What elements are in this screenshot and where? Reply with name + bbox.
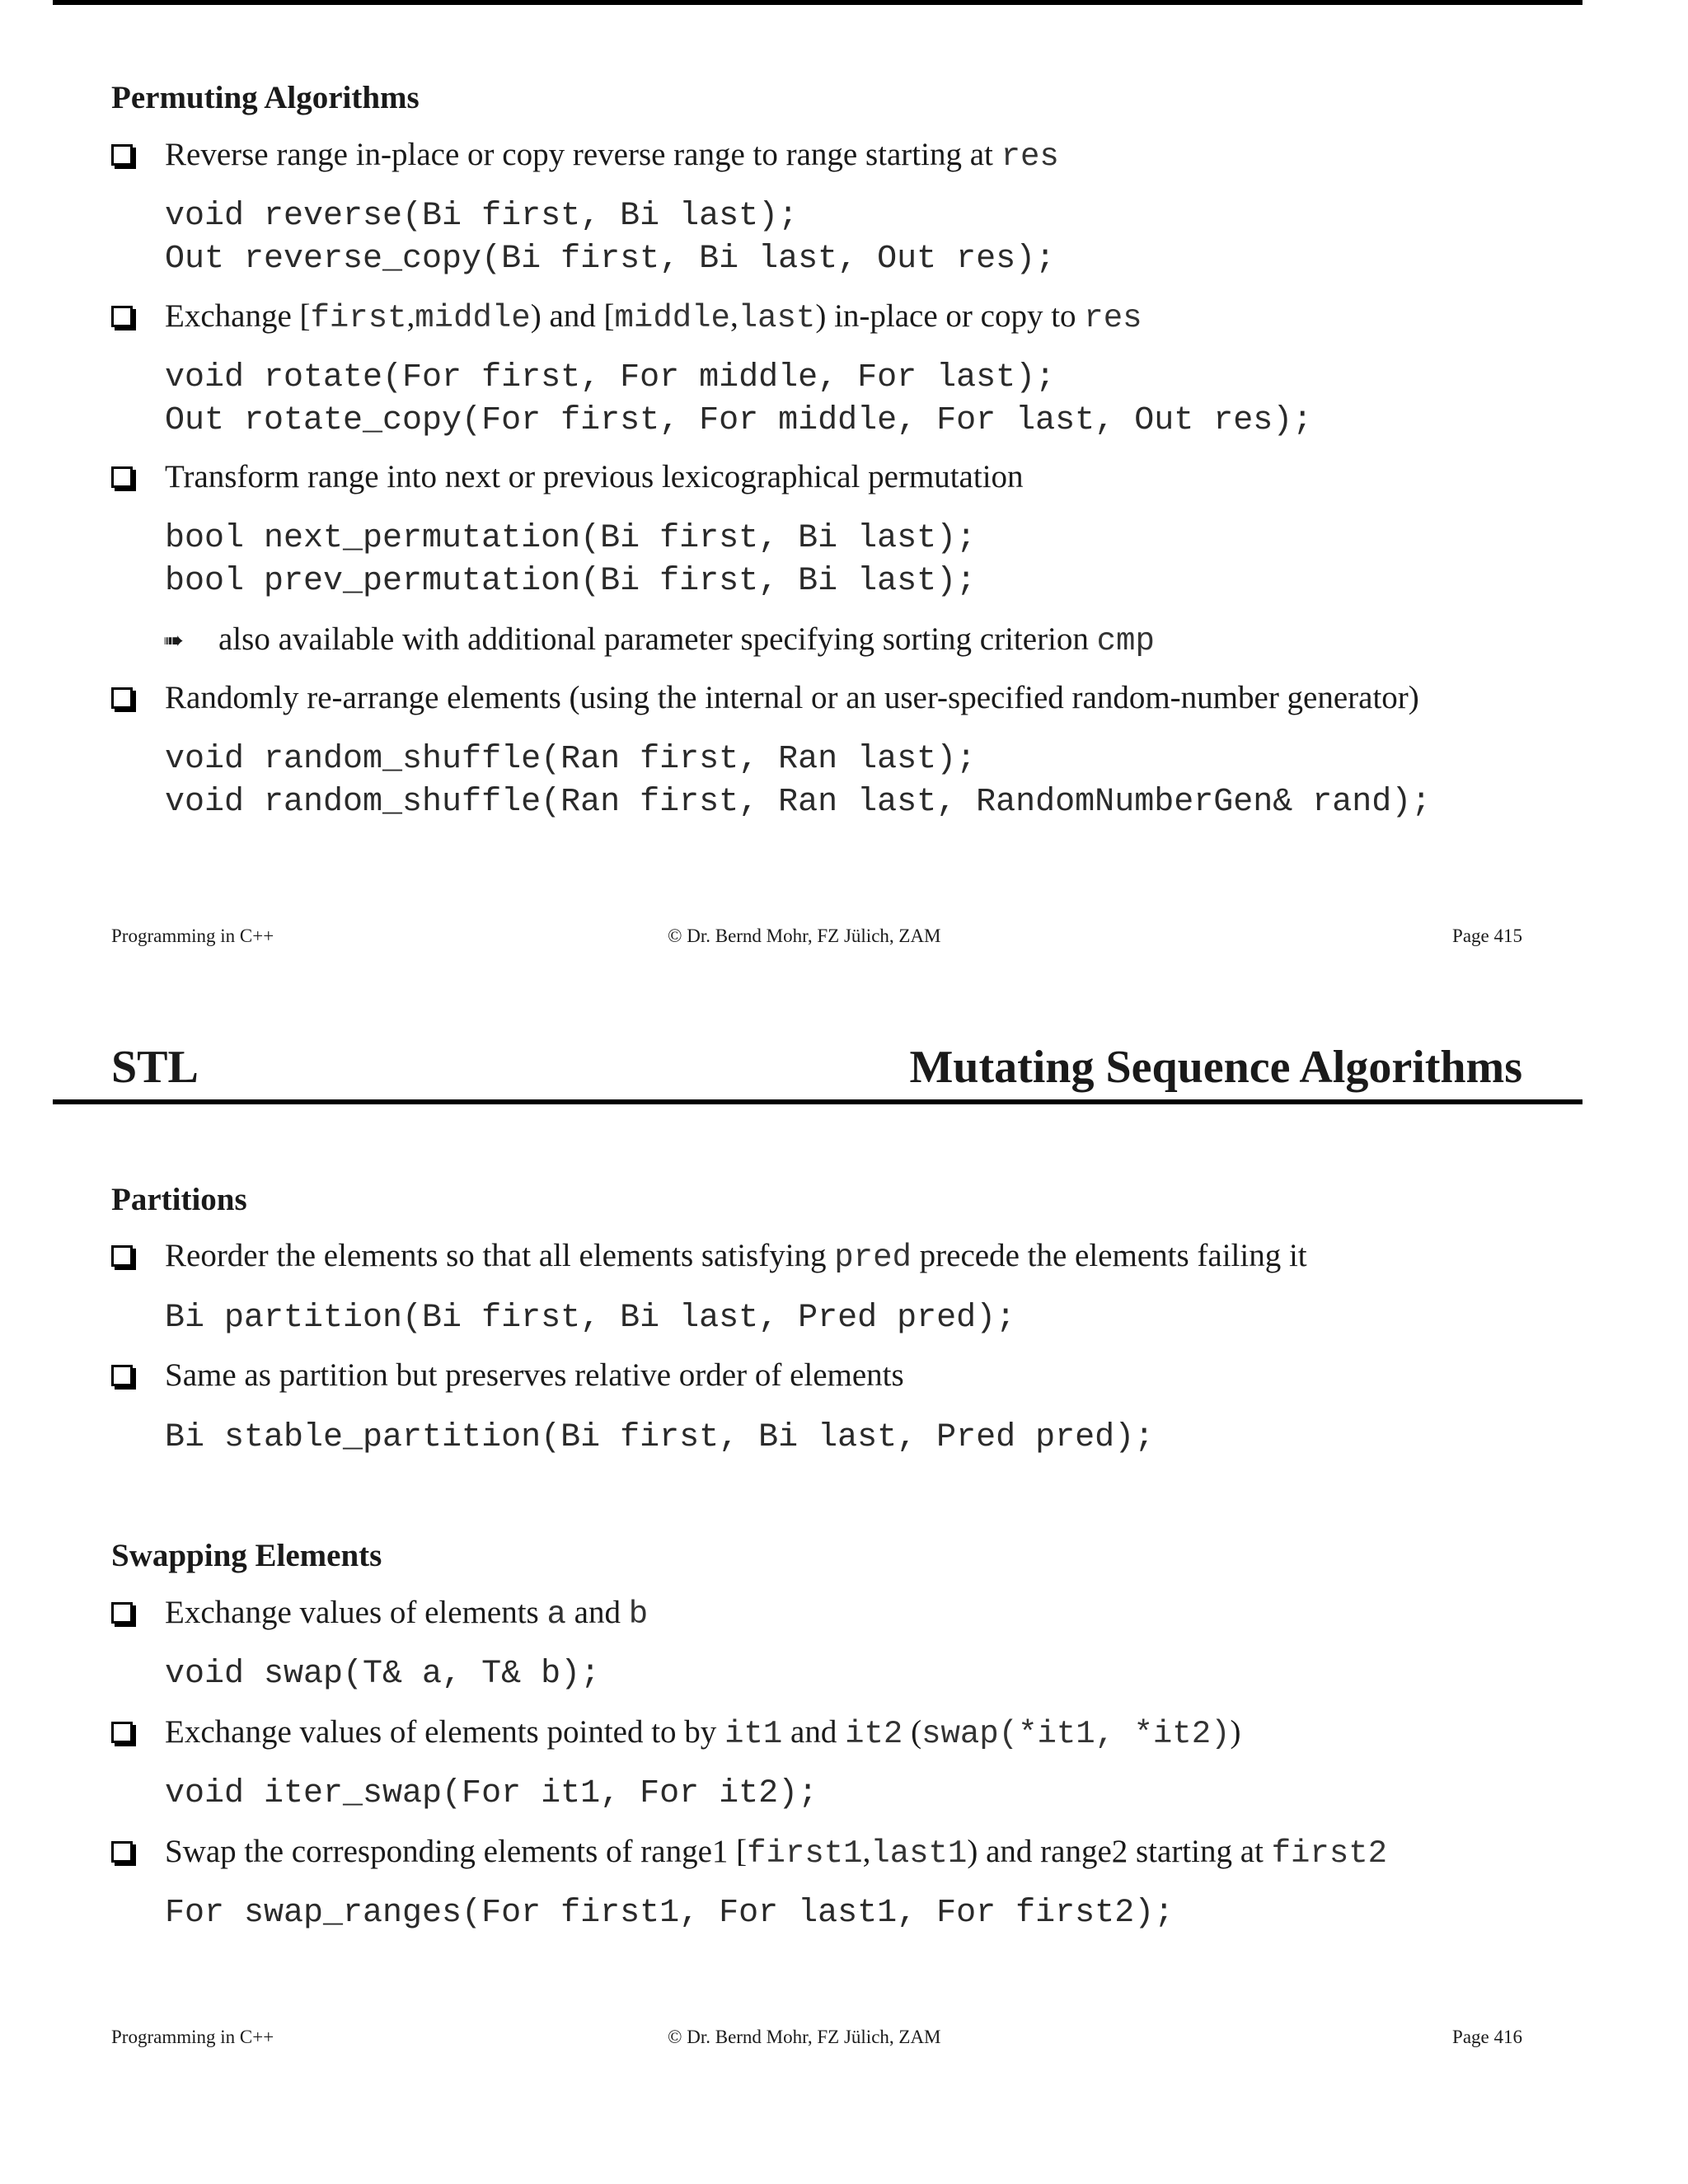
- code-line: void iter_swap(For it1, For it2);: [165, 1775, 818, 1812]
- code-block: [165, 1773, 818, 1816]
- bullet-text: Reverse range in-place or copy reverse range to range starting at res: [165, 137, 1059, 175]
- bullet-box-icon: [111, 466, 133, 488]
- arrow-right-icon: ➠: [163, 627, 185, 654]
- bullet-box-icon: [111, 1841, 133, 1863]
- code-line: void swap(T& a, T& b);: [165, 1656, 601, 1693]
- bullet-text: Transform range into next or previous lexicographical permutation: [165, 459, 1024, 494]
- bullet-text: Randomly re-arrange elements (using the internal or an user-specified random-number generator): [165, 680, 1419, 715]
- page2-header-rule: [53, 1099, 1582, 1104]
- bullet-box-icon: [111, 1365, 133, 1386]
- code-line: bool prev_permutation(Bi first, Bi last);: [165, 563, 977, 600]
- code-block: [165, 738, 1431, 824]
- code-line: void random_shuffle(Ran first, Ran last, RandomNumberGen& rand);: [165, 784, 1432, 821]
- bullet-box-icon: [111, 306, 133, 327]
- code-block: [165, 195, 1055, 281]
- code-line: Out reverse_copy(Bi first, Bi last, Out res);: [165, 241, 1056, 278]
- header-right-title: Mutating Sequence Algorithms: [909, 1042, 1522, 1093]
- footer-center: © Dr. Bernd Mohr, FZ Jülich, ZAM: [668, 926, 941, 946]
- bullet-text: Reorder the elements so that all elements satisfying pred precede the elements failing it: [165, 1238, 1307, 1276]
- bullet-text: Same as partition but preserves relative order of elements: [165, 1357, 904, 1393]
- code-line: Out rotate_copy(For first, For middle, For last, Out res);: [165, 402, 1313, 439]
- code-block: [165, 357, 1312, 443]
- note-text: also available with additional parameter specifying sorting criterion cmp: [218, 621, 1155, 659]
- bullet-box-icon: [111, 1722, 133, 1743]
- section-title-permuting: Permuting Algorithms: [111, 80, 420, 115]
- code-line: For swap_ranges(For first1, For last1, For first2);: [165, 1895, 1175, 1932]
- code-line: void reverse(Bi first, Bi last);: [165, 198, 799, 235]
- bullet-box-icon: [111, 687, 133, 709]
- footer-left: Programming in C++: [111, 2027, 274, 2047]
- footer-left: Programming in C++: [111, 926, 274, 946]
- footer-center: © Dr. Bernd Mohr, FZ Jülich, ZAM: [668, 2027, 941, 2047]
- code-block: [165, 1297, 1015, 1340]
- code-line: Bi stable_partition(Bi first, Bi last, Pred pred);: [165, 1419, 1155, 1456]
- code-block: [165, 518, 976, 603]
- bullet-box-icon: [111, 144, 133, 166]
- bullet-box-icon: [111, 1245, 133, 1267]
- code-block: [165, 1653, 600, 1696]
- footer-right: Page 415: [1452, 926, 1522, 946]
- code-block: [165, 1892, 1174, 1935]
- section-title-partitions: Partitions: [111, 1182, 247, 1217]
- bullet-text: Exchange values of elements pointed to by it1 and it2 (swap(*it1, *it2)): [165, 1714, 1241, 1752]
- code-line: bool next_permutation(Bi first, Bi last);: [165, 520, 977, 557]
- bullet-text: Swap the corresponding elements of range1 [first1,last1) and range2 starting at first2: [165, 1834, 1388, 1872]
- bullet-text: Exchange [first,middle) and [middle,last) in-place or copy to res: [165, 298, 1142, 336]
- bullet-text: Exchange values of elements a and b: [165, 1595, 649, 1633]
- page1-top-rule: [53, 0, 1582, 5]
- code-line: void random_shuffle(Ran first, Ran last);: [165, 741, 977, 778]
- bullet-box-icon: [111, 1602, 133, 1624]
- section-title-swapping: Swapping Elements: [111, 1538, 382, 1573]
- footer-right: Page 416: [1452, 2027, 1522, 2047]
- code-line: Bi partition(Bi first, Bi last, Pred pred);: [165, 1300, 1016, 1337]
- code-line: void rotate(For first, For middle, For last);: [165, 359, 1056, 396]
- code-block: [165, 1417, 1154, 1460]
- header-left-title: STL: [111, 1042, 199, 1093]
